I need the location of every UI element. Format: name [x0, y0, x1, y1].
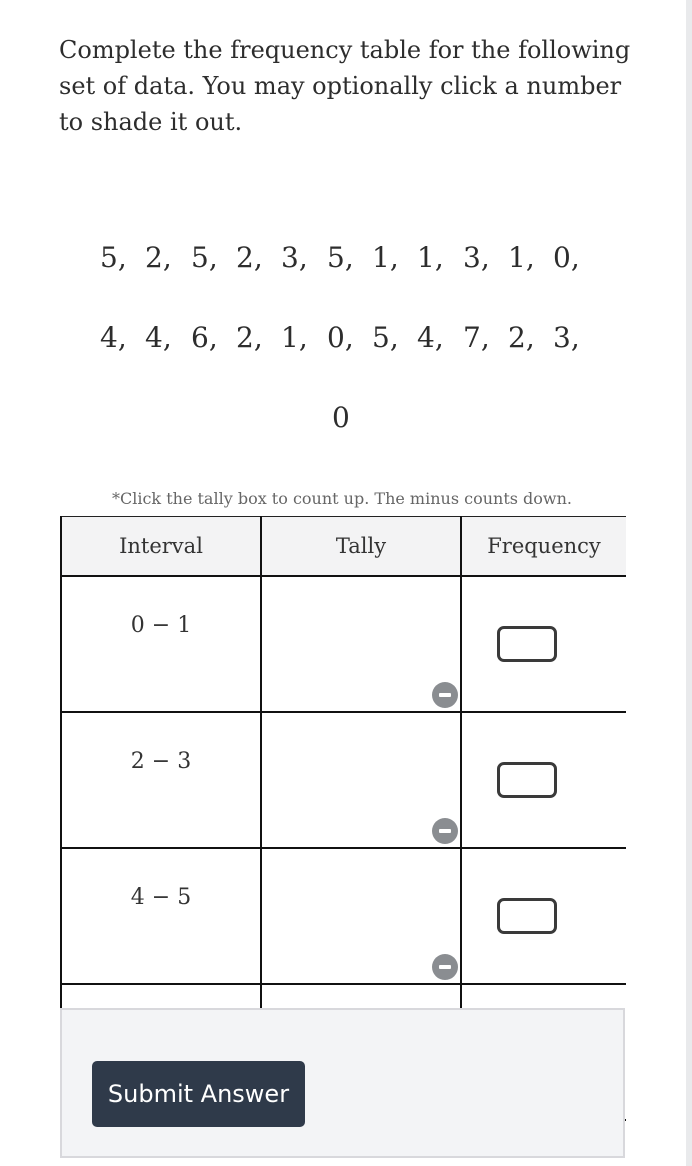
frequency-input[interactable] — [497, 898, 557, 934]
submit-answer-button[interactable]: Submit Answer — [92, 1061, 305, 1127]
frequency-input[interactable] — [497, 762, 557, 798]
tally-box[interactable] — [261, 576, 461, 712]
minus-circle-icon[interactable] — [432, 682, 458, 708]
tally-box[interactable] — [261, 712, 461, 848]
data-number[interactable]: 0, — [327, 321, 354, 354]
data-number[interactable]: 4, — [100, 321, 127, 354]
table-header-row — [61, 517, 626, 577]
data-number[interactable]: 3, — [463, 241, 490, 274]
data-number[interactable]: 4, — [145, 321, 172, 354]
interval-cell: 4 − 5 — [61, 848, 261, 984]
header-frequency: Frequency — [461, 517, 626, 577]
frequency-cell — [461, 848, 626, 984]
data-number[interactable]: 1, — [372, 241, 399, 274]
frequency-cell — [461, 712, 626, 848]
data-number[interactable]: 2, — [508, 321, 535, 354]
scroll-edge — [686, 0, 692, 1166]
frequency-input[interactable] — [497, 626, 557, 662]
question-prompt: Complete the frequency table for the following set of data. You may optionally click a number to shade it out. — [59, 36, 631, 136]
data-number[interactable]: 2, — [236, 241, 263, 274]
data-number[interactable]: 4, — [417, 321, 444, 354]
data-number[interactable]: 6, — [191, 321, 218, 354]
data-number[interactable]: 0, — [553, 241, 580, 274]
table-row — [61, 576, 626, 712]
header-tally: Tally — [261, 517, 461, 577]
table-row — [61, 712, 626, 848]
data-number[interactable]: 5, — [372, 321, 399, 354]
data-number[interactable]: 1, — [508, 241, 535, 274]
interval-cell: 0 − 1 — [61, 576, 261, 712]
data-number[interactable]: 2, — [145, 241, 172, 274]
data-number[interactable]: 7, — [463, 321, 490, 354]
frequency-cell — [461, 576, 626, 712]
data-number[interactable]: 0 — [332, 401, 350, 434]
tally-box[interactable] — [261, 848, 461, 984]
data-number[interactable]: 2, — [236, 321, 263, 354]
data-number[interactable]: 5, — [327, 241, 354, 274]
data-number[interactable]: 1, — [281, 321, 308, 354]
data-number[interactable]: 1, — [417, 241, 444, 274]
header-interval: Interval — [61, 517, 261, 577]
data-number[interactable]: 3, — [553, 321, 580, 354]
minus-circle-icon[interactable] — [432, 818, 458, 844]
submit-panel — [60, 1008, 625, 1158]
minus-circle-icon[interactable] — [432, 954, 458, 980]
interval-cell: 2 − 3 — [61, 712, 261, 848]
table-row — [61, 848, 626, 984]
instruction-note: *Click the tally box to count up. The minus counts down. — [111, 489, 573, 508]
data-number[interactable]: 5, — [100, 241, 127, 274]
data-number[interactable]: 3, — [281, 241, 308, 274]
data-number[interactable]: 5, — [191, 241, 218, 274]
